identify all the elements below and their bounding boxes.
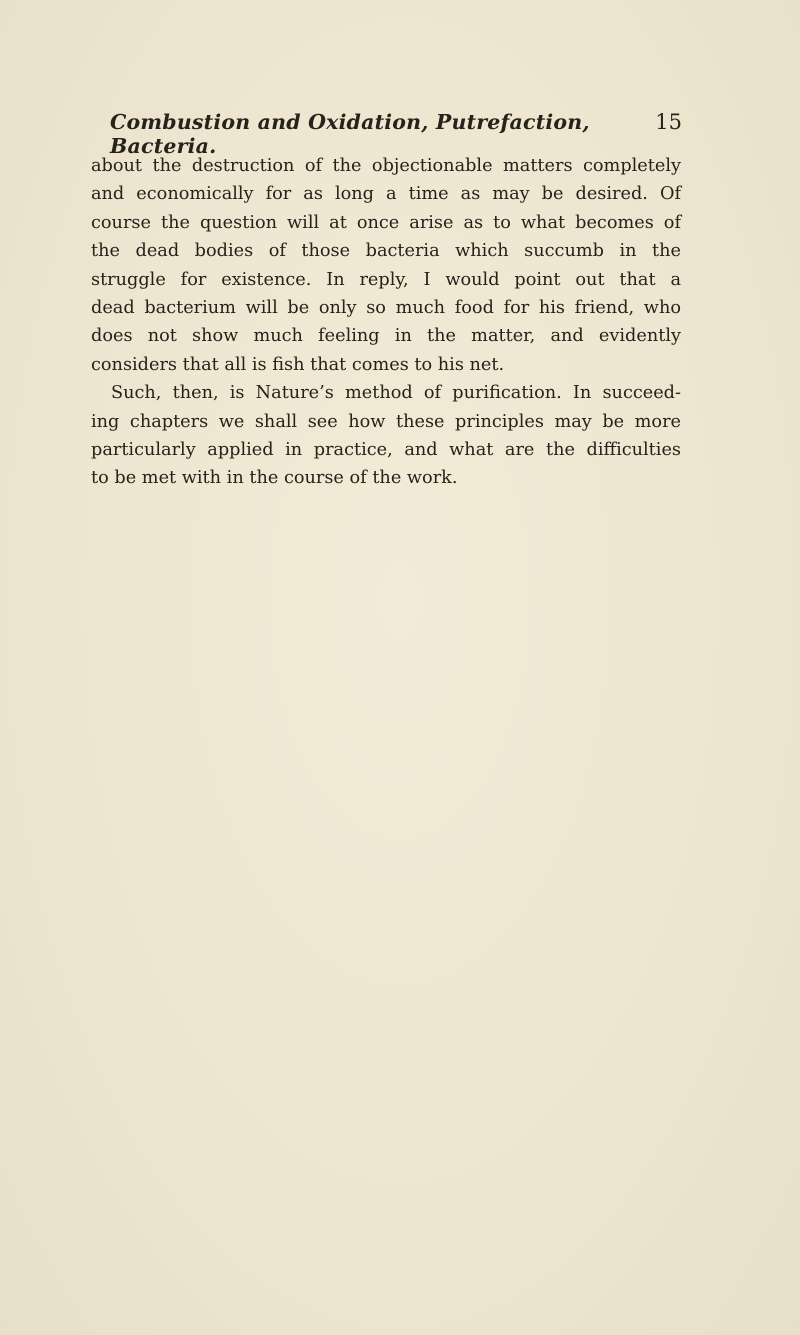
text-line: about the destruction of the objectionable matters completely [91,156,681,176]
text-line: considers that all is fish that comes to his net. [91,354,505,375]
text-line: does not show much feeling in the matter, and evidently [91,326,681,347]
text-line: dead bacterium will be only so much food for his friend, who [91,297,681,318]
text-line: particularly applied in practice, and what are the difficulties [91,439,681,460]
text-line: to be met with in the course of the work. [91,468,458,489]
page-number: 15 [655,110,682,134]
text-line: struggle for existence. In reply, I would point out that a [91,269,681,290]
text-line: and economically for as long a time as may be desired. Of [91,184,681,205]
running-title: Combustion and Oxidation, Putrefaction, Bacteria. [110,110,590,158]
text-line: ing chapters we shall see how these principles may be more [91,411,681,432]
text-line: the dead bodies of those bacteria which succumb in the [91,241,681,262]
text-line: course the question will at once arise as to what becomes of [91,212,681,233]
body-text [91,152,681,493]
running-head [110,110,682,158]
text-line: Such, then, is Nature’s method of purification. In succeed- [111,383,681,404]
